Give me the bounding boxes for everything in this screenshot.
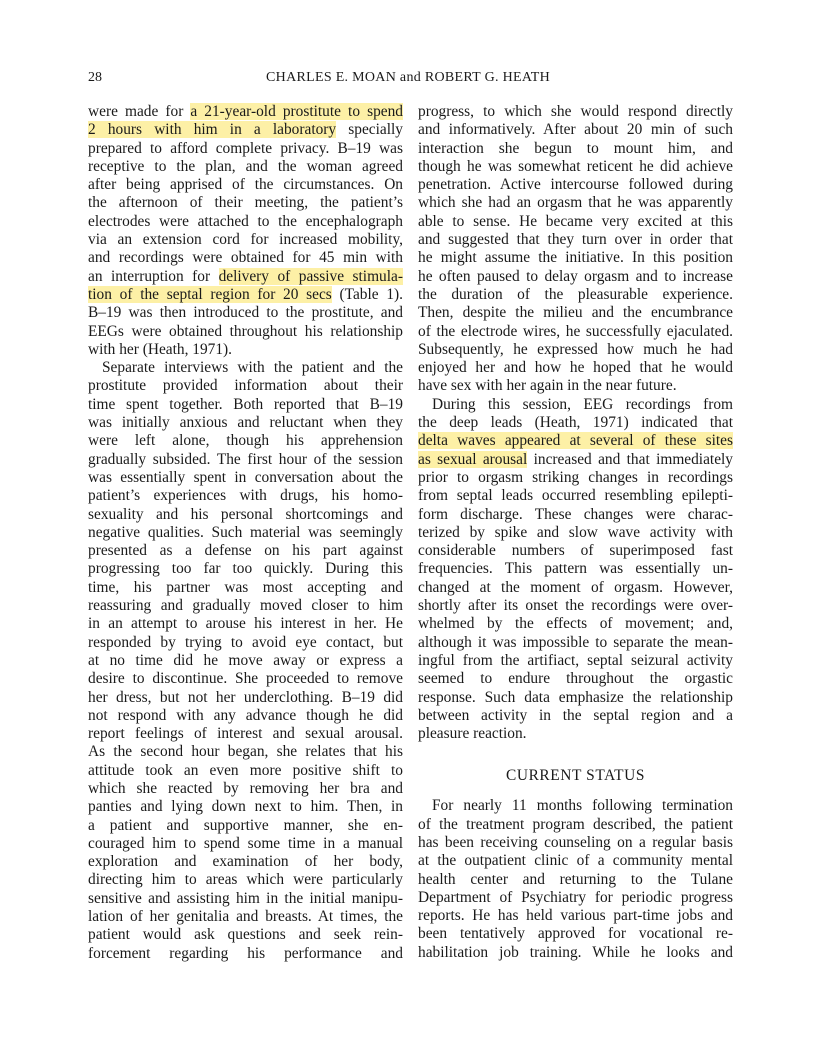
right-column-lower-text — [418, 797, 733, 962]
text-span: whelmed by the effects of movement; and, — [418, 615, 733, 633]
text-line — [418, 834, 733, 852]
text-span: in an attempt to arouse his interest in her. He — [88, 615, 403, 633]
text-span: considerable numbers of superimposed fast — [418, 542, 733, 560]
running-head: CHARLES E. MOAN and ROBERT G. HEATH — [266, 70, 550, 85]
text-span: were left alone, though his apprehension — [88, 432, 403, 450]
text-line — [418, 194, 733, 212]
text-line — [88, 798, 403, 816]
text-line — [418, 176, 733, 194]
text-span: desire to discontinue. She proceeded to remove — [88, 670, 403, 688]
text-line — [88, 579, 403, 597]
text-span: he might assume the initiative. In this position — [418, 249, 733, 267]
text-line — [88, 597, 403, 615]
text-span: Then, despite the milieu and the encumbrance — [418, 304, 733, 322]
text-span: from septal leads occurred resembling epilepti- — [418, 487, 733, 505]
highlighted-text: 2 hours with him in a laboratory — [88, 121, 337, 139]
text-span: terized by spike and slow wave activity with — [418, 523, 733, 541]
text-span: patient’s experiences with drugs, his homo- — [88, 487, 403, 505]
text-span: progressing too far too quickly. During this — [88, 560, 403, 578]
text-line — [418, 103, 733, 121]
text-span: negative qualities. Such material was seemingly — [88, 523, 403, 541]
text-line — [88, 634, 403, 652]
text-span: habilitation job training. While he looks and — [418, 943, 733, 961]
text-span: after being apprised of the circumstances. On — [88, 176, 403, 194]
text-line — [418, 689, 733, 707]
text-line — [88, 323, 403, 341]
text-span: not respond with any advance though he did — [88, 706, 403, 724]
text-span: ingful from the artifiact, septal seizural activity — [418, 651, 733, 669]
right-column-upper-text — [418, 103, 733, 743]
text-line — [418, 341, 733, 359]
text-span: shortly after its onset the recordings were over- — [418, 597, 733, 615]
highlighted-text: tion of the septal region for 20 secs — [88, 285, 332, 303]
text-span: As the second hour began, she relates that his — [88, 743, 403, 761]
text-span: which she had an orgasm that he was apparently — [418, 194, 733, 212]
text-span: form discharge. These changes were charac- — [418, 505, 733, 523]
text-span: though he was somewhat reticent he did achieve — [418, 157, 733, 175]
text-span: sensitive and assisting him in the initial manipu- — [88, 889, 403, 907]
text-span: Separate interviews with the patient and the — [102, 359, 403, 377]
text-span: sexuality and his personal shortcomings and — [88, 505, 403, 523]
text-span: interaction she begun to mount him, and — [418, 139, 733, 157]
text-line — [88, 396, 403, 414]
text-span: gradually subsided. The first hour of the session — [88, 450, 403, 468]
text-span: prostitute provided information about their — [88, 377, 403, 395]
text-line — [418, 286, 733, 304]
text-line — [418, 871, 733, 889]
text-span: been tentatively approved for vocational re- — [418, 925, 733, 943]
text-line — [418, 231, 733, 249]
text-line — [88, 689, 403, 707]
text-line — [88, 341, 403, 359]
text-line — [88, 762, 403, 780]
text-line — [418, 158, 733, 176]
text-line — [88, 615, 403, 633]
text-span: and informatively. After about 20 min of such — [418, 121, 733, 139]
text-line — [418, 597, 733, 615]
text-line — [88, 469, 403, 487]
text-span: a patient and supportive manner, she en- — [88, 816, 403, 834]
text-span: time, his partner was most accepting and — [88, 578, 403, 596]
text-span: pleasure reaction. — [418, 725, 527, 743]
text-line — [88, 103, 403, 121]
text-line — [88, 194, 403, 212]
text-line — [88, 743, 403, 761]
text-span: at no time did he move away or express a — [88, 651, 403, 669]
text-line — [418, 506, 733, 524]
text-line — [418, 414, 733, 432]
text-line — [88, 871, 403, 889]
text-span: electrodes were attached to the encephalograph — [88, 212, 403, 230]
text-line — [88, 945, 403, 963]
text-line — [418, 560, 733, 578]
text-span: seemed to endure throughout the orgastic — [418, 670, 733, 688]
text-line — [88, 524, 403, 542]
text-line — [418, 377, 733, 395]
text-line — [418, 652, 733, 670]
text-span: the afternoon of their meeting, the patient’s — [88, 194, 403, 212]
text-span: forcement regarding his performance and — [88, 944, 403, 962]
text-span: report feelings of interest and sexual arousal. — [88, 725, 403, 743]
text-line — [88, 725, 403, 743]
text-line — [88, 506, 403, 524]
left-column — [88, 103, 403, 963]
text-line — [88, 414, 403, 432]
text-span: response. Such data emphasize the relationship — [418, 688, 733, 706]
text-line — [88, 707, 403, 725]
right-column — [418, 103, 733, 962]
text-line — [88, 908, 403, 926]
text-line — [88, 286, 403, 304]
text-line — [88, 487, 403, 505]
text-line — [418, 213, 733, 231]
text-line — [418, 816, 733, 834]
text-line — [88, 926, 403, 944]
text-line — [88, 213, 403, 231]
text-span: EEGs were obtained throughout his relationship — [88, 322, 403, 340]
text-span: via an extension cord for increased mobility, — [88, 231, 403, 249]
text-span: penetration. Active intercourse followed during — [418, 176, 733, 194]
text-line — [88, 140, 403, 158]
text-line — [418, 268, 733, 286]
text-span: specially — [336, 121, 403, 139]
text-line — [88, 249, 403, 267]
text-line — [418, 797, 733, 815]
text-span: between activity in the septal region and a — [418, 706, 733, 724]
text-line — [418, 615, 733, 633]
text-span: and suggested that they turn over in order that — [418, 231, 733, 249]
text-line — [88, 670, 403, 688]
text-span: directing him to areas which were particularly — [88, 871, 403, 889]
text-span: reassuring and gradually moved closer to him — [88, 597, 403, 615]
highlighted-text: delta waves appeared at several of these sites — [418, 432, 733, 450]
text-line — [418, 707, 733, 725]
text-span: responded by trying to avoid eye contact, but — [88, 633, 403, 651]
text-span: the duration of the pleasurable experience. — [418, 285, 733, 303]
text-span: receptive to the plan, and the woman agreed — [88, 157, 403, 175]
text-span: he often paused to delay orgasm and to increase — [418, 267, 733, 285]
text-span: time spent together. Both reported that B–19 — [88, 395, 403, 413]
text-line — [418, 451, 733, 469]
text-span: (Table 1). — [331, 285, 403, 303]
text-line — [418, 469, 733, 487]
text-line — [418, 359, 733, 377]
text-span: have sex with her again in the near future. — [418, 377, 677, 395]
text-line — [418, 579, 733, 597]
text-span: her dress, but not her underclothing. B–19 did — [88, 688, 403, 706]
text-span: patient would ask questions and seek rein- — [88, 926, 403, 944]
text-span: prior to orgasm striking changes in recordings — [418, 468, 733, 486]
text-span: and recordings were obtained for 45 min with — [88, 249, 403, 267]
highlighted-text: a 21-year-old prostitute to spend — [190, 103, 403, 120]
text-span: of the treatment program described, the patient — [418, 815, 733, 833]
text-line — [88, 560, 403, 578]
text-line — [88, 304, 403, 322]
text-span: B–19 was then introduced to the prostitute, and — [88, 304, 403, 322]
text-line — [88, 890, 403, 908]
text-span: attitude took an even more positive shift to — [88, 761, 403, 779]
text-line — [88, 542, 403, 560]
text-line — [418, 140, 733, 158]
text-line — [88, 451, 403, 469]
text-line — [418, 925, 733, 943]
text-span: at the outpatient clinic of a community mental — [418, 852, 733, 870]
text-line — [418, 323, 733, 341]
text-span: the deep leads (Heath, 1971) indicated that — [418, 414, 733, 432]
text-line — [88, 121, 403, 139]
text-line — [88, 853, 403, 871]
text-span: with her (Heath, 1971). — [88, 340, 233, 358]
text-line — [88, 377, 403, 395]
text-span: During this session, EEG recordings from — [432, 395, 733, 413]
text-line — [418, 121, 733, 139]
text-span: lation of her genitalia and breasts. At times, the — [88, 908, 403, 926]
text-span: changed at the moment of orgasm. However, — [418, 578, 733, 596]
text-line — [418, 889, 733, 907]
text-span: able to sense. He became very excited at this — [418, 212, 733, 230]
text-line — [418, 542, 733, 560]
text-span: prepared to afford complete privacy. B–19 was — [88, 139, 403, 157]
text-span: health center and returning to the Tulane — [418, 870, 733, 888]
text-line — [418, 944, 733, 962]
text-line — [88, 176, 403, 194]
text-span: increased and that immediately — [527, 450, 733, 468]
text-line — [88, 231, 403, 249]
text-span: although it was impossible to separate the mean- — [418, 633, 733, 651]
text-line — [88, 652, 403, 670]
text-span: was initially anxious and reluctant when they — [88, 414, 403, 432]
text-span: of the electrode wires, he successfully ejaculated. — [418, 322, 733, 340]
text-span: couraged him to spend some time in a manual — [88, 834, 403, 852]
text-span: frequencies. This pattern was essentially un- — [418, 560, 733, 578]
text-span: reports. He has held various part-time jobs and — [418, 907, 733, 925]
text-span: Department of Psychiatry for periodic progress — [418, 888, 733, 906]
text-line — [418, 249, 733, 267]
text-line — [88, 158, 403, 176]
text-span: which she reacted by removing her bra and — [88, 779, 403, 797]
text-span: For nearly 11 months following termination — [432, 797, 733, 815]
text-line — [418, 524, 733, 542]
text-line — [418, 725, 733, 743]
section-heading-current-status: CURRENT STATUS — [505, 767, 645, 785]
text-line — [418, 670, 733, 688]
page-number: 28 — [88, 70, 102, 85]
page-header — [88, 70, 728, 90]
text-line — [88, 359, 403, 377]
text-span: were made for — [88, 103, 191, 120]
text-line — [88, 268, 403, 286]
text-line — [418, 396, 733, 414]
text-span: enjoyed her and how he hoped that he would — [418, 359, 733, 377]
text-line — [418, 852, 733, 870]
highlighted-text: delivery of passive stimula- — [218, 267, 403, 285]
text-line — [418, 634, 733, 652]
text-line — [88, 835, 403, 853]
text-span: Subsequently, he expressed how much he had — [418, 340, 733, 358]
text-line — [88, 432, 403, 450]
text-span: was essentially spent in conversation about the — [88, 468, 403, 486]
highlighted-text: as sexual arousal — [418, 450, 528, 468]
text-span: exploration and examination of her body, — [88, 853, 403, 871]
text-line — [418, 432, 733, 450]
text-line — [418, 907, 733, 925]
text-span: an interruption for — [88, 267, 219, 285]
text-span: progress, to which she would respond directly — [418, 103, 733, 120]
text-line — [418, 304, 733, 322]
text-line — [418, 487, 733, 505]
text-span: panties and lying down next to him. Then, in — [88, 798, 403, 816]
text-line — [88, 780, 403, 798]
text-span: has been receiving counseling on a regular basis — [418, 833, 733, 851]
text-line — [88, 817, 403, 835]
text-span: presented as a defense on his part against — [88, 542, 403, 560]
